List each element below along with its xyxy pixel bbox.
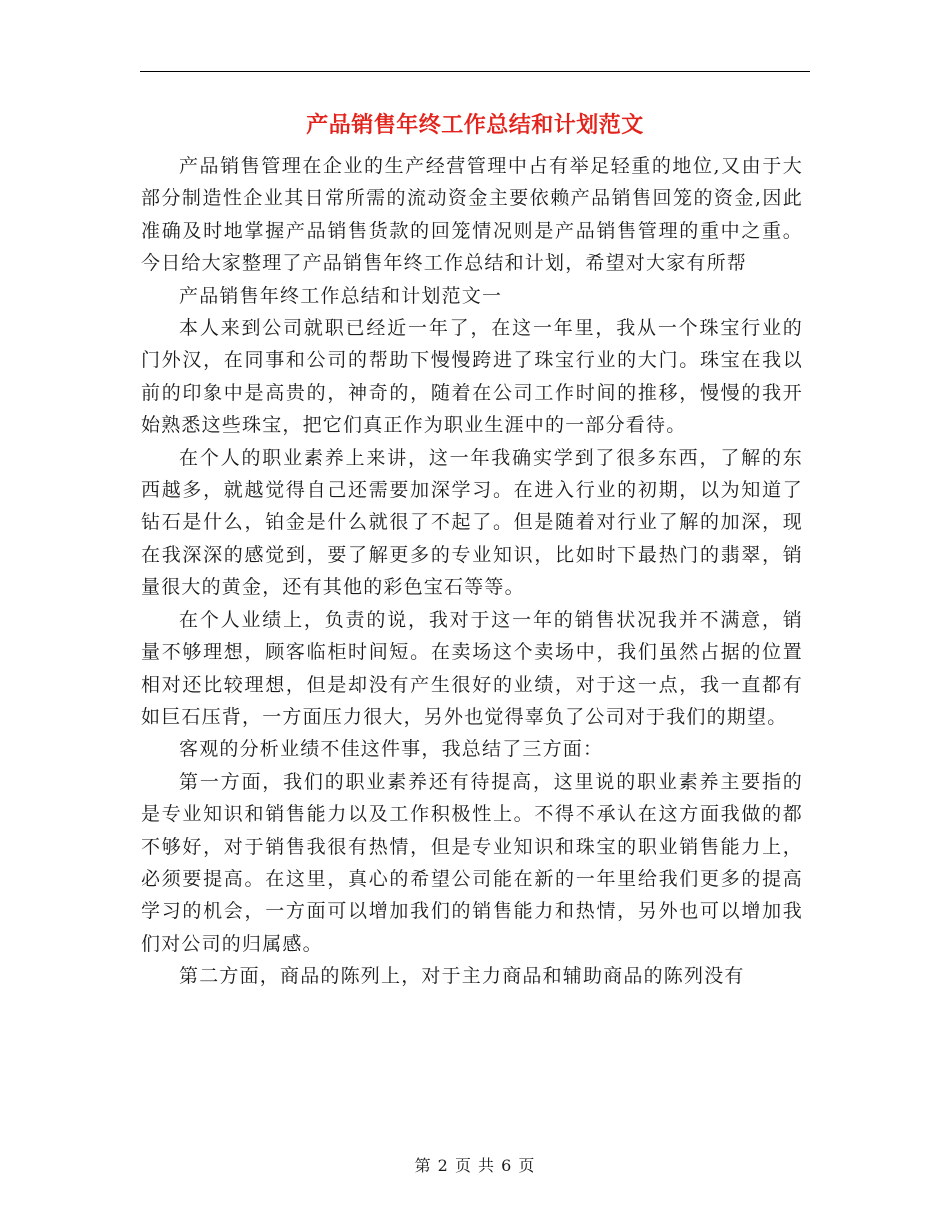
paragraph: 在个人的职业素养上来讲，这一年我确实学到了很多东西，了解的东西越多，就越觉得自己还需要加深学习。在进入行业的初期，以为知道了钻石是什么，铂金是什么就很了不起了。但是随着对行业了解的加深，现在我深深的感觉到，要了解更多的专业知识，比如时下最热门的翡翠，销量很大的黄金，还有其他的彩色宝石等等。	[141, 446, 803, 599]
header-rule	[140, 71, 810, 72]
paragraph: 第一方面，我们的职业素养还有待提高，这里说的职业素养主要指的是专业知识和销售能力以及工作积极性上。不得不承认在这方面我做的都不够好，对于销售我很有热情，但是专业知识和珠宝的职业销售能力上，必须要提高。在这里，真心的希望公司能在新的一年里给我们更多的提高学习的机会，一方面可以增加我们的销售能力和热情，另外也可以增加我们对公司的归属感。	[141, 770, 803, 955]
paragraph: 客观的分析业绩不佳这件事，我总结了三方面：	[179, 738, 604, 761]
document-title: 产品销售年终工作总结和计划范文	[306, 113, 644, 138]
paragraph-section-heading: 产品销售年终工作总结和计划范文一	[179, 284, 503, 307]
paragraph: 第二方面，商品的陈列上，对于主力商品和辅助商品的陈列没有	[179, 965, 745, 988]
document-body	[141, 150, 803, 993]
paragraph: 在个人业绩上，负责的说，我对于这一年的销售状况我并不满意，销量不够理想，顾客临柜时间短。在卖场这个卖场中，我们虽然占据的位置相对还比较理想，但是却没有产生很好的业绩，对于这一点，我一直都有如巨石压背，一方面压力很大，另外也觉得辜负了公司对于我们的期望。	[141, 608, 803, 728]
paragraph-intro: 产品销售管理在企业的生产经营管理中占有举足轻重的地位,又由于大部分制造性企业其日常所需的流动资金主要依赖产品销售回笼的资金,因此准确及时地掌握产品销售货款的回笼情况则是产品销售管理的重中之重。今日给大家整理了产品销售年终工作总结和计划，希望对大家有所帮	[141, 155, 803, 275]
page-number-footer: 第 2 页 共 6 页	[414, 1156, 536, 1175]
paragraph: 本人来到公司就职已经近一年了，在这一年里，我从一个珠宝行业的门外汉，在同事和公司的帮助下慢慢跨进了珠宝行业的大门。珠宝在我以前的印象中是高贵的，神奇的，随着在公司工作时间的推移，慢慢的我开始熟悉这些珠宝，把它们真正作为职业生涯中的一部分看待。	[141, 317, 803, 437]
